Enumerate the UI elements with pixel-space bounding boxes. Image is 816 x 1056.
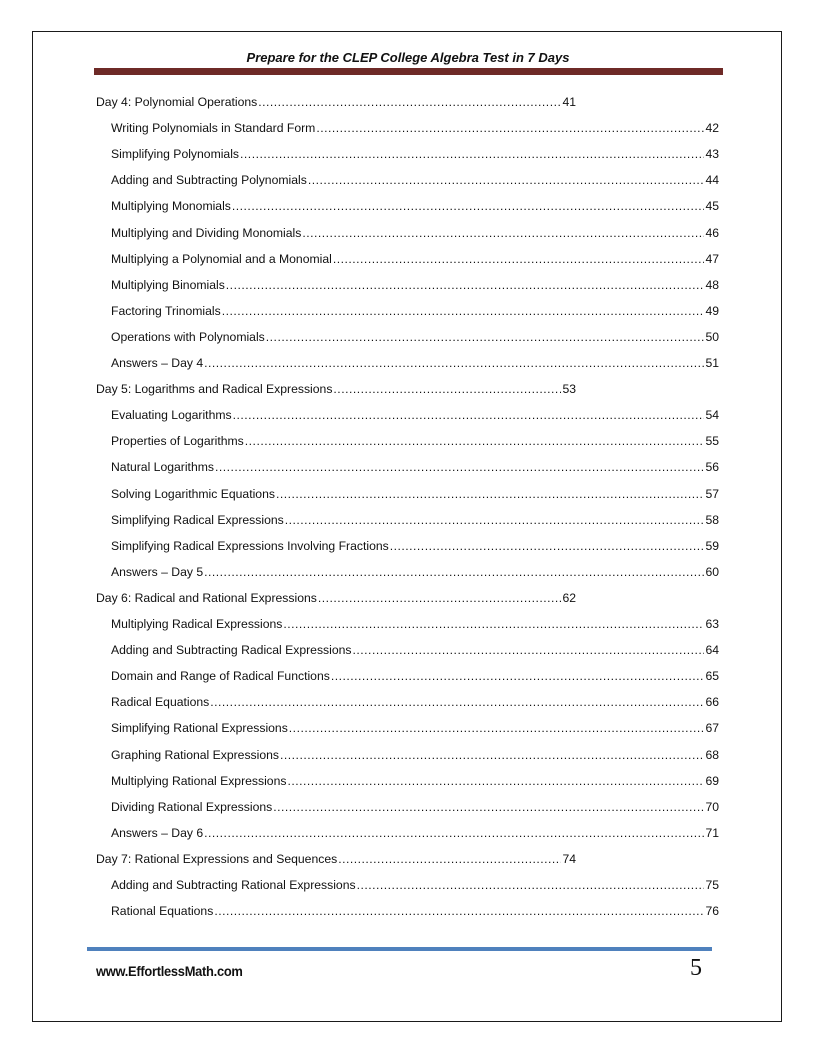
toc-entry-title: Solving Logarithmic Equations bbox=[111, 486, 275, 501]
toc-entry-title: Day 7: Rational Expressions and Sequences bbox=[96, 851, 338, 866]
toc-entry[interactable] bbox=[111, 173, 719, 191]
toc-page-number: 58 bbox=[705, 512, 719, 527]
toc-entry[interactable] bbox=[111, 121, 719, 139]
toc-dot-leader bbox=[204, 826, 704, 840]
toc-dot-leader bbox=[318, 591, 562, 605]
toc-page-number: 69 bbox=[705, 773, 719, 788]
toc-entry-title: Simplifying Rational Expressions bbox=[111, 721, 288, 736]
toc-page-number: 63 bbox=[705, 617, 719, 631]
toc-entry-title: Factoring Trinomials bbox=[111, 303, 221, 318]
footer-website[interactable]: www.EffortlessMath.com bbox=[96, 963, 243, 979]
toc-entry-title: Dividing Rational Expressions bbox=[111, 799, 273, 814]
toc-entry-title: Day 4: Polynomial Operations bbox=[96, 95, 258, 109]
toc-entry-title: Answers – Day 5 bbox=[111, 564, 204, 579]
toc-entry[interactable] bbox=[111, 487, 719, 505]
toc-entry[interactable] bbox=[111, 304, 719, 322]
toc-dot-leader bbox=[283, 617, 704, 631]
toc-entry[interactable] bbox=[111, 226, 719, 244]
toc-entry-title: Answers – Day 6 bbox=[111, 825, 204, 840]
toc-dot-leader bbox=[226, 278, 705, 292]
toc-dot-leader bbox=[287, 774, 704, 788]
toc-page-number: 55 bbox=[705, 434, 719, 449]
toc-dot-leader bbox=[333, 382, 561, 396]
toc-page-number: 76 bbox=[705, 904, 719, 919]
toc-page-number: 62 bbox=[562, 590, 576, 605]
toc-entry-title: Multiplying a Polynomial and a Monomial bbox=[111, 251, 332, 266]
toc-entry[interactable] bbox=[111, 904, 719, 922]
toc-entry[interactable] bbox=[111, 434, 719, 452]
toc-entry-title: Graphing Rational Expressions bbox=[111, 747, 280, 762]
toc-entry-title: Day 5: Logarithms and Radical Expressions bbox=[96, 382, 333, 397]
toc-dot-leader bbox=[302, 226, 704, 240]
toc-dot-leader bbox=[266, 330, 705, 344]
toc-entry-title: Simplifying Radical Expressions Involving Fractions bbox=[111, 538, 389, 553]
toc-entry-title: Writing Polynomials in Standard Form bbox=[111, 121, 316, 136]
toc-entry[interactable] bbox=[111, 147, 719, 165]
toc-page-number: 67 bbox=[705, 721, 719, 736]
toc-entry-title: Domain and Range of Radical Functions bbox=[111, 669, 330, 684]
toc-entry-title: Multiplying Binomials bbox=[111, 277, 225, 292]
toc-dot-leader bbox=[210, 695, 704, 709]
toc-entry-title: Adding and Subtracting Rational Expressions bbox=[111, 878, 356, 892]
toc-entry-title: Multiplying and Dividing Monomials bbox=[111, 225, 302, 240]
toc-entry[interactable] bbox=[111, 565, 719, 583]
toc-page-number: 71 bbox=[705, 825, 719, 840]
toc-page-number: 60 bbox=[705, 564, 719, 579]
header-title: Prepare for the CLEP College Algebra Test in 7 Days bbox=[246, 50, 570, 65]
toc-dot-leader bbox=[245, 434, 705, 448]
toc-entry-title: Day 6: Radical and Rational Expressions bbox=[96, 590, 317, 605]
toc-day-heading[interactable] bbox=[96, 95, 576, 113]
toc-entry[interactable] bbox=[111, 669, 719, 687]
toc-entry[interactable] bbox=[111, 278, 719, 296]
toc-page-number: 66 bbox=[705, 695, 719, 710]
toc-page-number: 70 bbox=[705, 799, 719, 814]
toc-dot-leader bbox=[338, 852, 561, 866]
toc-entry[interactable] bbox=[111, 643, 719, 661]
toc-dot-leader bbox=[357, 878, 705, 892]
toc-dot-leader bbox=[214, 904, 704, 918]
toc-entry[interactable] bbox=[111, 800, 719, 818]
toc-entry-title: Natural Logarithms bbox=[111, 460, 214, 475]
toc-page-number: 45 bbox=[705, 199, 719, 214]
toc-entry[interactable] bbox=[111, 826, 719, 844]
toc-page-number: 49 bbox=[705, 303, 719, 318]
toc-entry-title: Evaluating Logarithms bbox=[111, 408, 232, 423]
toc-entry-title: Multiplying Monomials bbox=[111, 199, 231, 214]
toc-entry-title: Rational Equations bbox=[111, 904, 214, 919]
toc-dot-leader bbox=[289, 721, 705, 735]
toc-page-number: 59 bbox=[705, 538, 719, 553]
toc-dot-leader bbox=[285, 513, 705, 527]
toc-entry[interactable] bbox=[111, 721, 719, 739]
toc-dot-leader bbox=[222, 304, 705, 318]
toc-dot-leader bbox=[280, 748, 704, 762]
toc-entry[interactable] bbox=[111, 878, 719, 896]
toc-entry-title: Answers – Day 4 bbox=[111, 356, 204, 370]
toc-page-number: 56 bbox=[705, 460, 719, 475]
toc-entry[interactable] bbox=[111, 460, 719, 478]
toc-page-number: 44 bbox=[705, 173, 719, 188]
toc-page-number: 46 bbox=[705, 225, 719, 240]
toc-dot-leader bbox=[273, 800, 704, 814]
toc-page-number: 68 bbox=[705, 747, 719, 762]
toc-dot-leader bbox=[240, 147, 704, 161]
toc-dot-leader bbox=[276, 487, 704, 501]
toc-page-number: 41 bbox=[562, 95, 576, 109]
toc-dot-leader bbox=[233, 408, 705, 422]
toc-entry[interactable] bbox=[111, 617, 719, 635]
toc-entry-title: Multiplying Radical Expressions bbox=[111, 617, 283, 631]
toc-dot-leader bbox=[258, 95, 561, 109]
toc-page-number: 65 bbox=[705, 669, 719, 684]
toc-entry-title: Adding and Subtracting Polynomials bbox=[111, 173, 307, 188]
toc-page-number: 75 bbox=[705, 878, 719, 892]
page-number: 5 bbox=[690, 955, 702, 981]
toc-entry[interactable] bbox=[111, 356, 719, 374]
footer-rule bbox=[87, 947, 712, 951]
toc-page-number: 51 bbox=[705, 356, 719, 370]
toc-entry[interactable] bbox=[111, 539, 719, 557]
toc-day-heading[interactable] bbox=[96, 852, 576, 870]
toc-entry[interactable] bbox=[111, 408, 719, 426]
toc-entry[interactable] bbox=[111, 330, 719, 348]
toc-entry-title: Radical Equations bbox=[111, 695, 210, 710]
toc-entry-title: Properties of Logarithms bbox=[111, 434, 244, 449]
toc-page-number: 64 bbox=[705, 643, 719, 658]
toc-entry-title: Operations with Polynomials bbox=[111, 329, 265, 344]
toc-dot-leader bbox=[353, 643, 705, 657]
toc-dot-leader bbox=[204, 565, 704, 579]
toc-day-heading[interactable] bbox=[96, 591, 576, 609]
toc-entry-title: Simplifying Polynomials bbox=[111, 147, 240, 162]
toc-page-number: 48 bbox=[705, 277, 719, 292]
toc-entry[interactable] bbox=[111, 252, 719, 270]
toc-page-number: 57 bbox=[705, 486, 719, 501]
toc-page-number: 54 bbox=[705, 408, 719, 423]
toc-page-number: 50 bbox=[705, 329, 719, 344]
toc-dot-leader bbox=[232, 199, 705, 213]
toc-entry[interactable] bbox=[111, 748, 719, 766]
toc-dot-leader bbox=[308, 173, 705, 187]
toc-dot-leader bbox=[333, 252, 705, 266]
toc-entry[interactable] bbox=[111, 774, 719, 792]
toc-page-number: 43 bbox=[705, 147, 719, 162]
toc-entry-title: Simplifying Radical Expressions bbox=[111, 512, 284, 527]
toc-entry[interactable] bbox=[111, 199, 719, 217]
toc-entry-title: Multiplying Rational Expressions bbox=[111, 773, 287, 788]
toc-dot-leader bbox=[316, 121, 704, 135]
toc-entry[interactable] bbox=[111, 513, 719, 531]
toc-page-number: 74 bbox=[562, 851, 576, 866]
toc-dot-leader bbox=[390, 539, 705, 553]
toc-entry[interactable] bbox=[111, 695, 719, 713]
toc-page-number: 53 bbox=[562, 382, 576, 397]
toc-page-number: 42 bbox=[705, 121, 719, 136]
toc-page-number: 47 bbox=[705, 251, 719, 266]
toc-dot-leader bbox=[331, 669, 705, 683]
toc-dot-leader bbox=[204, 356, 704, 370]
toc-entry-title: Adding and Subtracting Radical Expressions bbox=[111, 643, 352, 658]
toc-day-heading[interactable] bbox=[96, 382, 576, 400]
toc-dot-leader bbox=[215, 460, 704, 474]
